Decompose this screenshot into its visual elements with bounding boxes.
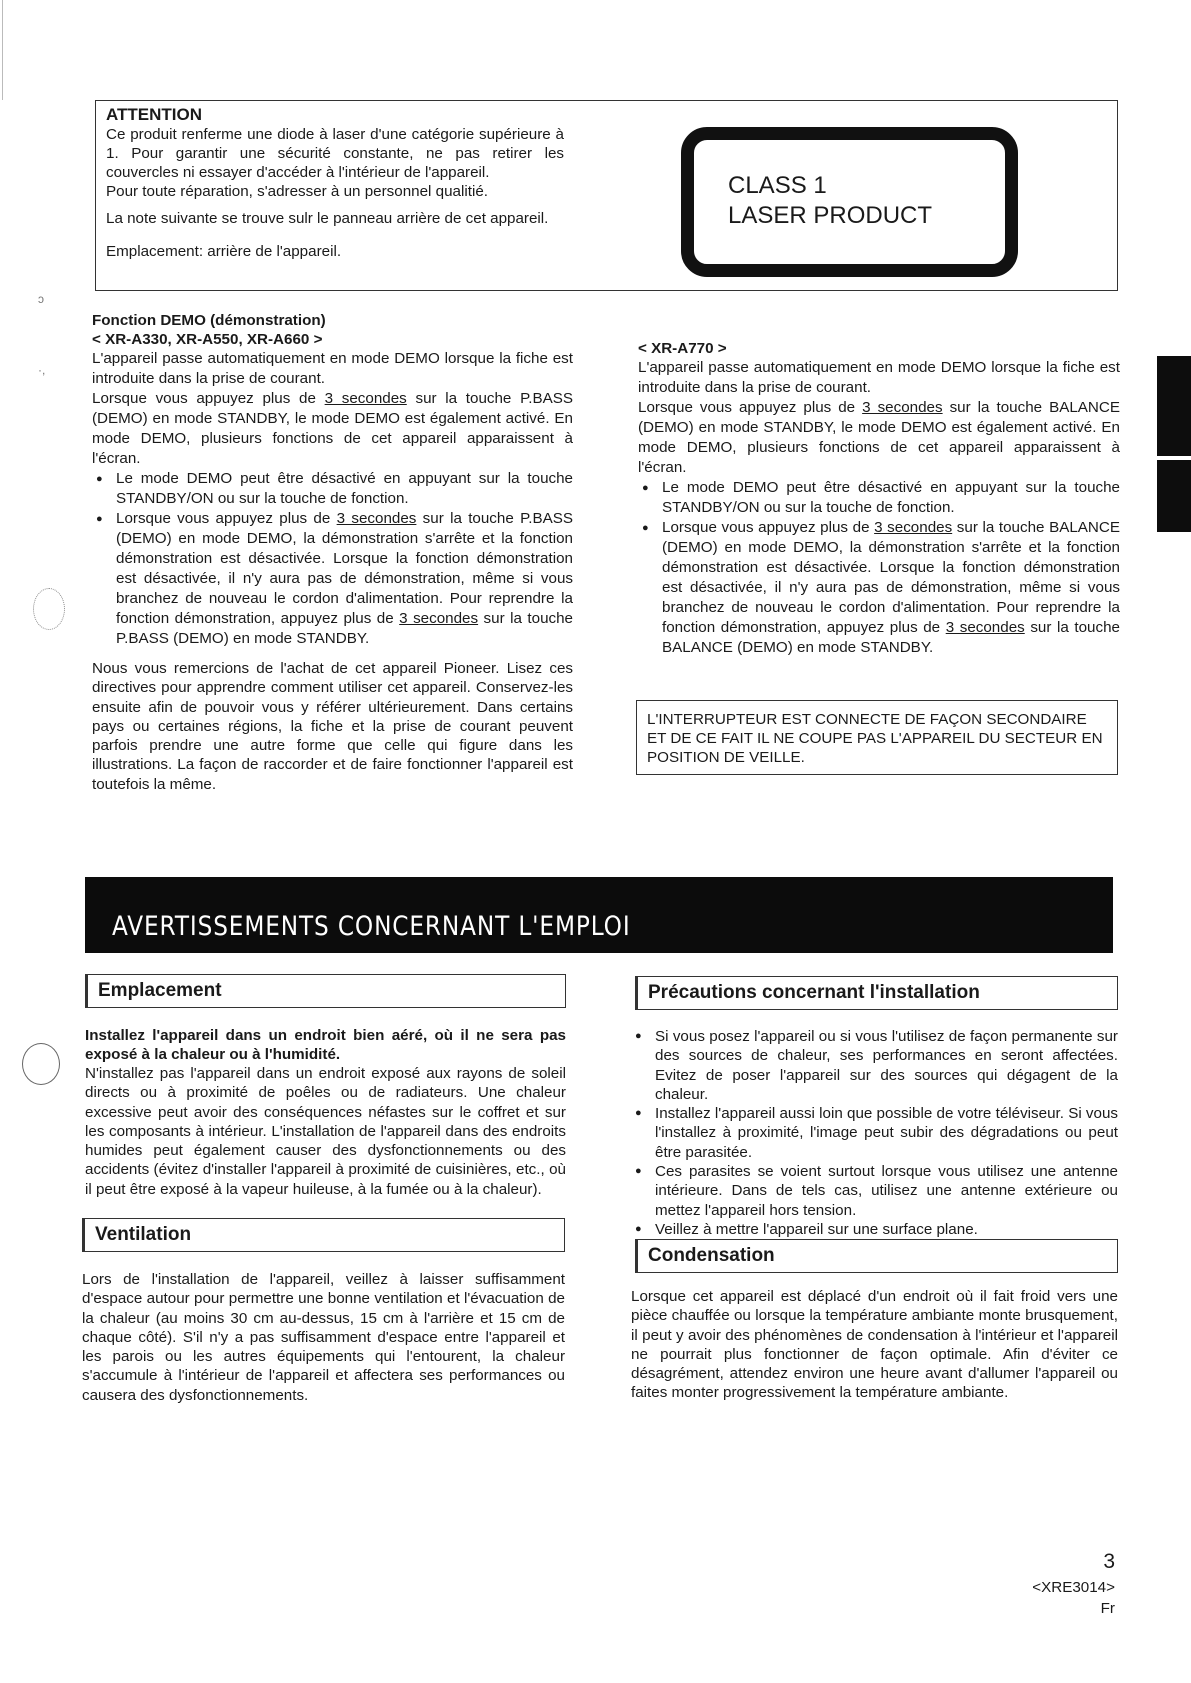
demo-left-bullet-2: ● Lorsque vous appuyez plus de 3 secondes sur la touche P.BASS (DEMO) en mode DEMO, la démonstration s'arrête et la fonction démonstration est désactivée. Lorsque la fonction démonstration est désactivée, il n'y aura pas de démonstration, même si vous branchez de nouveau le cordon d'alimentation. Pour reprendre la fonction démonstration, appuyez plus de 3 secondes sur la touche P.BASS (DEMO) en mode STANDBY.: [92, 509, 573, 649]
banner-title: AVERTISSEMENTS CONCERNANT L'EMPLOI: [112, 911, 631, 942]
demo-left-bullets: [92, 469, 573, 649]
emplacement-body: N'installez pas l'appareil dans un endroit exposé aux rayons de soleil directs ou à proximité de poêles ou de radiateurs. Une chaleur excessive peut avoir des conséquences néfastes sur le coffret et sur les composants à intérieur. L'installation de l'appareil dans des endroits humides peut également causer des dysfonctionnements ou des accidents (évitez d'installer l'appareil à proximité de cuisinières, etc., où il peut être exposé à la vapeur huileuse, à la fumée ou à la chaleur).: [85, 1065, 566, 1198]
document-code: <XRE3014>: [1032, 1579, 1115, 1596]
precaution-item-4: ● Veillez à mettre l'appareil sur une surface plane.: [631, 1220, 1118, 1239]
laser-product: LASER PRODUCT: [728, 202, 933, 229]
demo-left-bullet-1: ● Le mode DEMO peut être désactivé en appuyant sur la touche STANDBY/ON ou sur la touche de fonction.: [92, 469, 573, 509]
precautions-title: Précautions concernant l'installation: [648, 982, 980, 1003]
demo-right-bullet-1: ● Le mode DEMO peut être désactivé en appuyant sur la touche STANDBY/ON ou sur la touche de fonction.: [638, 478, 1120, 518]
edge-line: [2, 0, 3, 100]
condensation-header: [635, 1239, 1118, 1273]
precautions-header: [635, 976, 1118, 1010]
thanks-paragraph: Nous vous remercions de l'achat de cet appareil Pioneer. Lisez ces directives pour apprendre comment utiliser cet appareil. Conservez-les ensuite afin de pouvoir vous y référer ultérieurement. Dans certains pays ou certaines régions, la fiche et la prise de courant peuvent parfois prendre une autre forme que celle qui figure dans les illustrations. La façon de raccorder et de faire fonctionner l'appareil est toutefois la même.: [92, 660, 573, 793]
binder-hole-mark-2: [22, 1043, 60, 1085]
attention-location: Emplacement: arrière de l'appareil.: [106, 243, 342, 260]
precautions-list: [631, 1027, 1118, 1239]
side-mark-1: ↄ: [38, 292, 44, 306]
precaution-item-2: ● Installez l'appareil aussi loin que possible de votre téléviseur. Si vous l'installez à proximité, l'image peut subir des dégradations ou peut être parasitée.: [631, 1104, 1118, 1162]
condensation-section: [631, 1287, 1118, 1403]
ventilation-header: [82, 1218, 565, 1252]
attention-title: ATTENTION: [106, 105, 203, 124]
ventilation-body: Lors de l'installation de l'appareil, veillez à laisser suffisamment d'espace autour pour permettre une bonne ventilation et l'évacuation de la chaleur (au moins 30 cm au-dessus, 15 cm à l'arrière et 15 cm de chaque côté). S'il n'y a pas suffisamment d'espace entre l'appareil et les parois ou les autres équipements qui l'entourent, la chaleur s'accumule à l'intérieur de l'appareil et affectera ses performances ou causera des dysfonctionnements.: [82, 1271, 565, 1404]
language-code: Fr: [1100, 1600, 1115, 1617]
precaution-item-1: ● Si vous posez l'appareil ou si vous l'utilisez de façon permanente sur des sources de chaleur, ses performances en seront affectées. Evitez de poser l'appareil sur des sources qui dégagent de la chaleur.: [631, 1027, 1118, 1104]
demo-left-section: [92, 311, 573, 794]
condensation-body: Lorsque cet appareil est déplacé d'un endroit où il fait froid vers une pièce chauffée ou lorsque la température ambiante monte brusquement, il peut y avoir des phénomènes de condensation à l'intérieur et l'appareil ne pourrait plus fonctionner de façon optimale. Afin d'éviter ce désagrément, attendez environ une heure avant d'allumer l'appareil ou faites monter progressivement la température ambiante.: [631, 1288, 1118, 1402]
demo-left-p2: Lorsque vous appuyez plus de 3 secondes sur la touche P.BASS (DEMO) en mode STANDBY, le mode DEMO est également activé. En mode DEMO, plusieurs fonctions de cet appareil apparaissent à l'écran.: [92, 390, 573, 467]
attention-note: La note suivante se trouve sulr le panneau arrière de cet appareil.: [106, 210, 549, 227]
thumb-index-tab-1: [1157, 356, 1191, 456]
demo-right-p1: L'appareil passe automatiquement en mode DEMO lorsque la fiche est introduite dans la prise de courant.: [638, 359, 1120, 396]
ventilation-title: Ventilation: [95, 1224, 192, 1245]
demo-right-models: < XR-A770 >: [638, 340, 727, 357]
binder-hole-mark-1: [33, 588, 65, 630]
standby-notice-box: L'INTERRUPTEUR EST CONNECTE DE FAÇON SECONDAIRE ET DE CE FAIT IL NE COUPE PAS L'APPAREIL DU SECTEUR EN POSITION DE VEILLE.: [636, 700, 1118, 775]
laser-class: CLASS 1: [728, 172, 827, 199]
demo-left-models: < XR-A330, XR-A550, XR-A660 >: [92, 331, 323, 348]
emplacement-section: [85, 1026, 566, 1199]
emplacement-lead: Installez l'appareil dans un endroit bien aéré, où il ne sera pas exposé à la chaleur ou à l'humidité.: [85, 1027, 566, 1063]
page-number: 3: [1103, 1550, 1115, 1573]
demo-right-section: [638, 339, 1120, 658]
demo-right-p2: Lorsque vous appuyez plus de 3 secondes sur la touche BALANCE (DEMO) en mode STANDBY, le mode DEMO est également activé. En mode DEMO, plusieurs fonctions de cet appareil apparaissent à l'écran.: [638, 399, 1120, 476]
emplacement-header: [85, 974, 566, 1008]
demo-right-bullet-2: ● Lorsque vous appuyez plus de 3 secondes sur la touche BALANCE (DEMO) en mode DEMO, la démonstration s'arrête et la fonction démonstration est désactivée. Lorsque la fonction démonstration est désactivée, il n'y aura pas de démonstration, même si vous branchez de nouveau le cordon d'alimentation. Pour reprendre la fonction démonstration, appuyez plus de 3 secondes sur la touche BALANCE (DEMO) en mode STANDBY.: [638, 518, 1120, 658]
attention-line-1: Ce produit renferme une diode à laser d'une catégorie supérieure à 1. Pour garantir une sécurité constante, ne pas retirer les couvercles ni essayer d'accéder à l'intérieur de l'appareil.: [106, 126, 564, 181]
ventilation-section: [82, 1270, 565, 1405]
attention-text: [106, 104, 564, 261]
thumb-index-tab-2: [1157, 460, 1191, 532]
condensation-title: Condensation: [648, 1245, 775, 1266]
attention-line-2: Pour toute réparation, s'adresser à un personnel qualitié.: [106, 183, 488, 200]
demo-right-bullets: [638, 478, 1120, 658]
precaution-item-3: ● Ces parasites se voient surtout lorsque vous utilisez une antenne intérieure. Dans de tels cas, utilisez une antenne extérieure ou mettez l'appareil hors tension.: [631, 1162, 1118, 1220]
laser-product-label: [681, 127, 1018, 277]
side-mark-2: ·,: [38, 363, 46, 377]
demo-heading: Fonction DEMO (démonstration): [92, 312, 326, 329]
precautions-section: [631, 1027, 1118, 1239]
demo-left-p1: L'appareil passe automatiquement en mode DEMO lorsque la fiche est introduite dans la prise de courant.: [92, 350, 573, 387]
emplacement-title: Emplacement: [98, 980, 222, 1001]
